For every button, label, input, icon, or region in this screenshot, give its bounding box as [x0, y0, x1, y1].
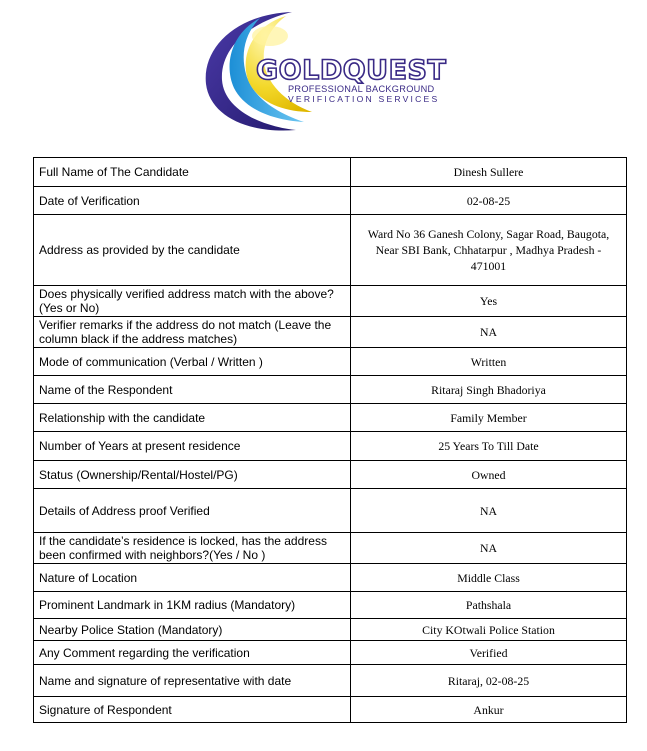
row-value: 25 Years To Till Date: [351, 432, 627, 461]
table-row: [34, 641, 627, 665]
table-row: [34, 461, 627, 489]
row-value: NA: [351, 533, 627, 564]
table-row: [34, 533, 627, 564]
table-row: [34, 404, 627, 432]
row-value: Owned: [351, 461, 627, 489]
row-value: Yes: [351, 286, 627, 317]
row-value: Dinesh Sullere: [351, 158, 627, 187]
row-label: Address as provided by the candidate: [34, 215, 351, 286]
brand-tagline-line2: VERIFICATION SERVICES: [288, 94, 440, 104]
row-value: Written: [351, 348, 627, 376]
verification-table: [33, 157, 627, 723]
row-label: Name and signature of representative with date: [34, 665, 351, 697]
table-row: [34, 286, 627, 317]
row-value: Verified: [351, 641, 627, 665]
table-row: [34, 592, 627, 619]
table-row: [34, 564, 627, 592]
row-value: 02-08-25: [351, 187, 627, 215]
row-label: Any Comment regarding the verification: [34, 641, 351, 665]
row-label: Verifier remarks if the address do not match (Leave the column black if the address matches): [34, 317, 351, 348]
row-value: Ward No 36 Ganesh Colony, Sagar Road, Baugota, Near SBI Bank, Chhatarpur , Madhya Pradesh - 471001: [351, 215, 627, 286]
row-label: Details of Address proof Verified: [34, 489, 351, 533]
row-label: Does physically verified address match with the above? (Yes or No): [34, 286, 351, 317]
table-row: [34, 158, 627, 187]
brand-name: GOLDQUEST: [256, 55, 447, 86]
row-label: Full Name of The Candidate: [34, 158, 351, 187]
table-row: [34, 619, 627, 641]
row-label: Number of Years at present residence: [34, 432, 351, 461]
row-label: Name of the Respondent: [34, 376, 351, 404]
row-label: Relationship with the candidate: [34, 404, 351, 432]
row-value: Ritaraj, 02-08-25: [351, 665, 627, 697]
row-label: Nature of Location: [34, 564, 351, 592]
row-value: Ankur: [351, 697, 627, 723]
row-label: Mode of communication (Verbal / Written ): [34, 348, 351, 376]
row-value: Pathshala: [351, 592, 627, 619]
brand-tagline-line1: PROFESSIONAL BACKGROUND: [288, 84, 435, 94]
table-row: [34, 187, 627, 215]
row-label: Prominent Landmark in 1KM radius (Mandatory): [34, 592, 351, 619]
row-value: City KOtwali Police Station: [351, 619, 627, 641]
table-row: [34, 697, 627, 723]
table-row: [34, 665, 627, 697]
row-label: Status (Ownership/Rental/Hostel/PG): [34, 461, 351, 489]
row-value: Family Member: [351, 404, 627, 432]
table-row: [34, 432, 627, 461]
row-value: NA: [351, 489, 627, 533]
table-row: [34, 215, 627, 286]
goldquest-logo: [200, 8, 468, 138]
row-value: Middle Class: [351, 564, 627, 592]
table-row: [34, 317, 627, 348]
row-label: Nearby Police Station (Mandatory): [34, 619, 351, 641]
row-value: NA: [351, 317, 627, 348]
row-label: Date of Verification: [34, 187, 351, 215]
table-row: [34, 489, 627, 533]
row-label: If the candidate’s residence is locked, has the address been confirmed with neighbors?(Yes / No ): [34, 533, 351, 564]
table-row: [34, 376, 627, 404]
row-label: Signature of Respondent: [34, 697, 351, 723]
table-row: [34, 348, 627, 376]
row-value: Ritaraj Singh Bhadoriya: [351, 376, 627, 404]
